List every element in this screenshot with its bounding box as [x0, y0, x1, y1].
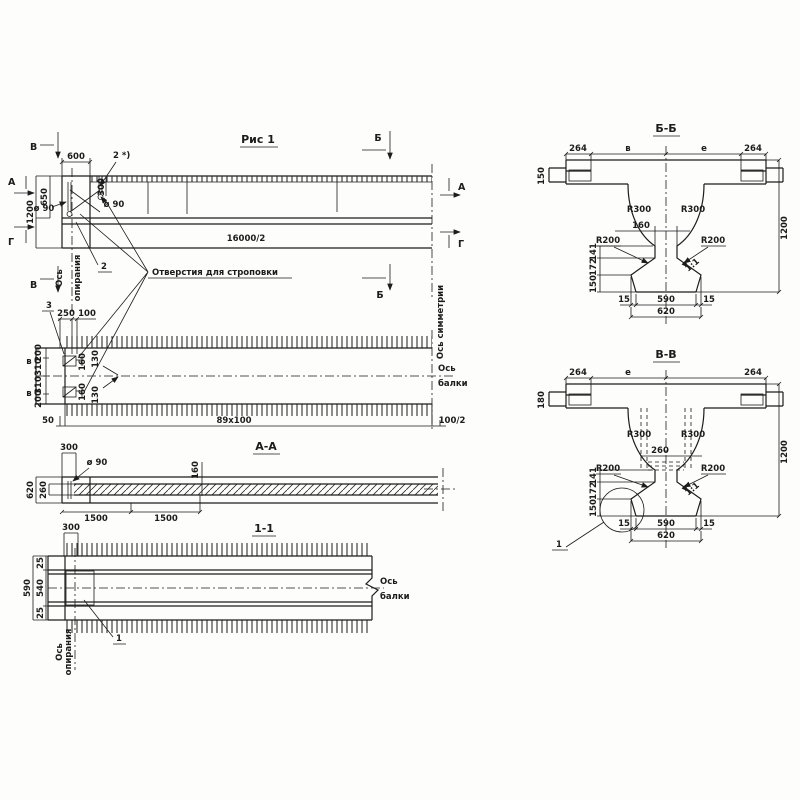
- mark-a-right: А: [458, 182, 466, 193]
- bb-dim-15-right: 15: [703, 295, 715, 305]
- vv-letter-e: е: [625, 368, 631, 378]
- mark-g-right: Г: [458, 239, 465, 250]
- vv-dim-1200: 1200: [780, 440, 790, 464]
- mark-b-bottom: Б: [376, 290, 384, 301]
- mark-b-top: Б: [374, 133, 382, 144]
- vv-dim-620: 620: [657, 531, 675, 541]
- bb-r200-right: R200: [700, 236, 726, 246]
- dim-spacing: 89x100: [216, 416, 252, 426]
- note-strop-holes: Отверстия для строповки: [152, 268, 278, 278]
- dim-1200: 1200: [26, 200, 36, 224]
- aa-dia90-leader: [73, 468, 89, 481]
- view-section-bb: [537, 122, 790, 324]
- bb-slope: 1:1: [683, 256, 702, 275]
- vv-r200-left: R200: [595, 464, 621, 474]
- s11-dim-25-bottom: 25: [36, 607, 46, 619]
- bb-r200-left-leader: [596, 246, 648, 263]
- view-plan: [26, 285, 467, 432]
- bb-dim-160-lines: [615, 226, 690, 246]
- plan-chain-2: 310: [34, 376, 44, 394]
- section-vv-title: В-В: [655, 348, 677, 361]
- s11-centerlines: [48, 548, 384, 670]
- s11-dim-540: 540: [36, 579, 46, 597]
- bb-chain-2: 150: [589, 275, 599, 293]
- callout-2: 2: [101, 262, 107, 272]
- hole-leader-cross: [70, 190, 100, 212]
- mark-v-top-arrow: [40, 132, 58, 158]
- plan-bottom-comb: [65, 404, 432, 416]
- vv-chain-0: 141: [589, 467, 599, 485]
- axis-bearing-2: опирания: [73, 254, 83, 302]
- bb-dim-264-right: 264: [744, 144, 762, 154]
- top-rebar-hatch: [90, 177, 432, 182]
- bb-left-key: [549, 168, 566, 182]
- vv-r300-left: R300: [626, 430, 652, 440]
- vv-chain-lines: [597, 470, 655, 516]
- bb-dim-150-key: 150: [537, 167, 547, 185]
- vv-dim-15-left: 15: [618, 519, 630, 529]
- axis-bearing-1: Ось: [55, 269, 65, 287]
- plan-axis-beam-2: балки: [438, 379, 468, 389]
- vv-dim-264-right: 264: [744, 368, 762, 378]
- dim-100: 100: [78, 309, 96, 319]
- aa-slab-hatch: [74, 484, 438, 495]
- plan-letter-v-bottom: в: [26, 389, 32, 399]
- plan-dim-leaders: [103, 366, 118, 388]
- s11-dim-300: 300: [62, 523, 80, 533]
- bb-dim-620: 620: [657, 307, 675, 317]
- axis-symmetry: Ось симметрии: [436, 284, 446, 360]
- aa-dim-620: 620: [26, 481, 36, 499]
- mark-g-left: Г: [8, 237, 15, 248]
- dim-length: 16000/2: [226, 234, 266, 244]
- bb-right-key-inner: [741, 170, 763, 181]
- vv-dim-590: 590: [657, 519, 675, 529]
- figure-title: Рис 1: [241, 133, 275, 146]
- bb-left-key-inner: [569, 170, 591, 181]
- aa-dim-300: 300: [60, 443, 78, 453]
- vv-r300-right: R300: [680, 430, 706, 440]
- dim-600: 600: [67, 152, 85, 162]
- vv-left-key-inner: [569, 394, 591, 405]
- aa-dim-1500-1: 1500: [84, 514, 108, 524]
- dim-250: 250: [57, 309, 75, 319]
- aa-dia90: ø 90: [86, 458, 108, 468]
- plan-chain-1: 310: [34, 358, 44, 376]
- section-bb-title: Б-Б: [655, 122, 677, 135]
- mark-b-bottom-arrow: [362, 264, 390, 290]
- mark-a-right-arrow: [440, 178, 460, 195]
- vv-chain-2: 150: [589, 499, 599, 517]
- mark-g-right-arrow: [440, 232, 460, 248]
- plan-chain-3: 200: [34, 390, 44, 408]
- mark-a-left-arrow: [14, 176, 34, 193]
- mark-a-left: А: [8, 177, 16, 188]
- bb-dim-1200: 1200: [780, 216, 790, 240]
- callout-3: 3: [46, 301, 52, 311]
- plan-axis-beam-1: Ось: [438, 364, 456, 374]
- dim-300: 300: [97, 178, 107, 196]
- vv-dim-180-key: 180: [537, 391, 547, 409]
- vv-callout-1: 1: [556, 540, 562, 550]
- view-section-11: [23, 522, 410, 675]
- aa-dim-300-lines: [62, 453, 76, 477]
- vv-chain-1: 172: [589, 482, 599, 500]
- bb-r200-left: R200: [595, 236, 621, 246]
- plan-dim-160-top: 160: [78, 353, 88, 371]
- aa-dim-1500-2: 1500: [154, 514, 178, 524]
- s11-dim-590: 590: [23, 579, 33, 597]
- bb-chain-1: 172: [589, 258, 599, 276]
- strop-hole-left: [67, 212, 72, 217]
- bb-dim-15-left: 15: [618, 295, 630, 305]
- vv-right-key-inner: [741, 394, 763, 405]
- vv-dim-264-left: 264: [569, 368, 587, 378]
- bb-dim-160: 160: [632, 221, 650, 231]
- bb-chain-0: 141: [589, 243, 599, 261]
- dim-100-2: 100/2: [438, 416, 466, 426]
- vv-slope: 1:1: [683, 480, 702, 499]
- mark-v-bottom: В: [30, 280, 38, 291]
- s11-callout-1: 1: [116, 634, 122, 644]
- dim-dia90-left: ø 90: [33, 204, 55, 214]
- bb-dim-264-left: 264: [569, 144, 587, 154]
- dim-50: 50: [42, 416, 54, 426]
- callout-2-note: 2 *): [113, 151, 131, 161]
- beam-inner-lines: [90, 176, 432, 214]
- vv-dim-1200-lines: [696, 382, 781, 518]
- mark-g-left-arrow: [14, 227, 34, 243]
- aa-dim-1500-lines: [60, 495, 202, 514]
- plan-dim-130-top: 130: [91, 350, 101, 368]
- dim-650: 650: [40, 188, 50, 206]
- mark-v-top: В: [30, 142, 38, 153]
- s11-axis-bearing-1: Ось: [55, 643, 65, 661]
- section-aa-title: А-А: [255, 440, 277, 453]
- view-section-vv: [537, 348, 790, 550]
- s11-top-comb: [65, 543, 370, 556]
- vv-r200-right: R200: [700, 464, 726, 474]
- note-leaders: [78, 198, 148, 392]
- bb-r300-left: R300: [626, 205, 652, 215]
- vv-right-key: [766, 392, 783, 406]
- bb-dim-1200-lines: [696, 158, 781, 294]
- plan-dim-160-bottom: 160: [78, 383, 88, 401]
- bb-letter-v: в: [625, 144, 631, 154]
- bb-r300-right: R300: [680, 205, 706, 215]
- s11-axis-bearing-2: опирания: [64, 628, 74, 676]
- aa-dim-260: 260: [39, 481, 49, 499]
- s11-axis-beam-2: балки: [380, 592, 410, 602]
- s11-axis-beam-1: Ось: [380, 577, 398, 587]
- vv-left-key: [549, 392, 566, 406]
- bb-dim-590: 590: [657, 295, 675, 305]
- dim-dia90-right: ø 90: [103, 200, 125, 210]
- bb-letter-e: е: [701, 144, 707, 154]
- aa-dim-160: 160: [191, 461, 201, 479]
- s11-dim-25-top: 25: [36, 557, 46, 569]
- section-11-title: 1-1: [254, 522, 274, 535]
- plan-chain-0: 200: [34, 344, 44, 362]
- vv-dim-260: 260: [651, 446, 669, 456]
- plan-dim-130-bottom: 130: [91, 386, 101, 404]
- vv-r200-left-leader: [596, 474, 648, 487]
- plan-top-comb: [65, 336, 432, 348]
- bb-right-key: [766, 168, 783, 182]
- view-section-aa: [26, 440, 456, 524]
- vv-dim-15-right: 15: [703, 519, 715, 529]
- plan-letter-v-top: в: [26, 357, 32, 367]
- s11-bottom-comb: [65, 620, 370, 633]
